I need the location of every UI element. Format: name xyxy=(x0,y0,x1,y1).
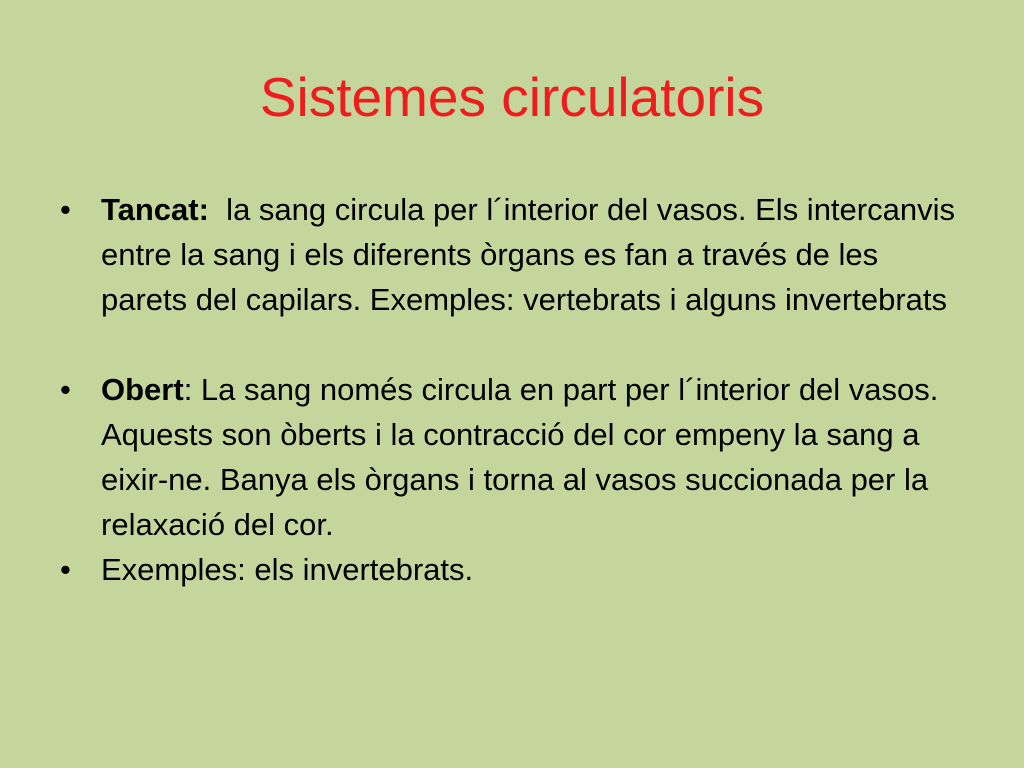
bullet-item-exemples xyxy=(60,547,960,592)
slide-title: Sistemes circulatoris xyxy=(259,66,765,128)
bullet-marker: • xyxy=(60,552,71,587)
bullet-marker: • xyxy=(60,372,71,407)
bullet-text-obert: : La sang només circula en part per l´interior del vasos. Aquests son òberts i la contracció del cor empeny la sang a eixir-ne. Banya els òrgans i torna al vasos succionada per la relaxació del cor. xyxy=(101,372,939,542)
bullet-marker: • xyxy=(60,192,71,227)
bullet-list xyxy=(60,187,964,592)
bullet-text-exemples: Exemples: els invertebrats. xyxy=(101,552,474,587)
bullet-term-obert: Obert xyxy=(101,372,184,407)
bullet-text-tancat: la sang circula per l´interior del vasos. Els intercanvis entre la sang i els diferents òrgans es fan a través de les parets del capilars. Exemples: vertebrats i alguns invertebrats xyxy=(101,192,964,317)
bullet-item-obert xyxy=(60,367,960,547)
bullet-item-tancat xyxy=(60,187,964,322)
bullet-term-tancat: Tancat: xyxy=(101,192,209,227)
